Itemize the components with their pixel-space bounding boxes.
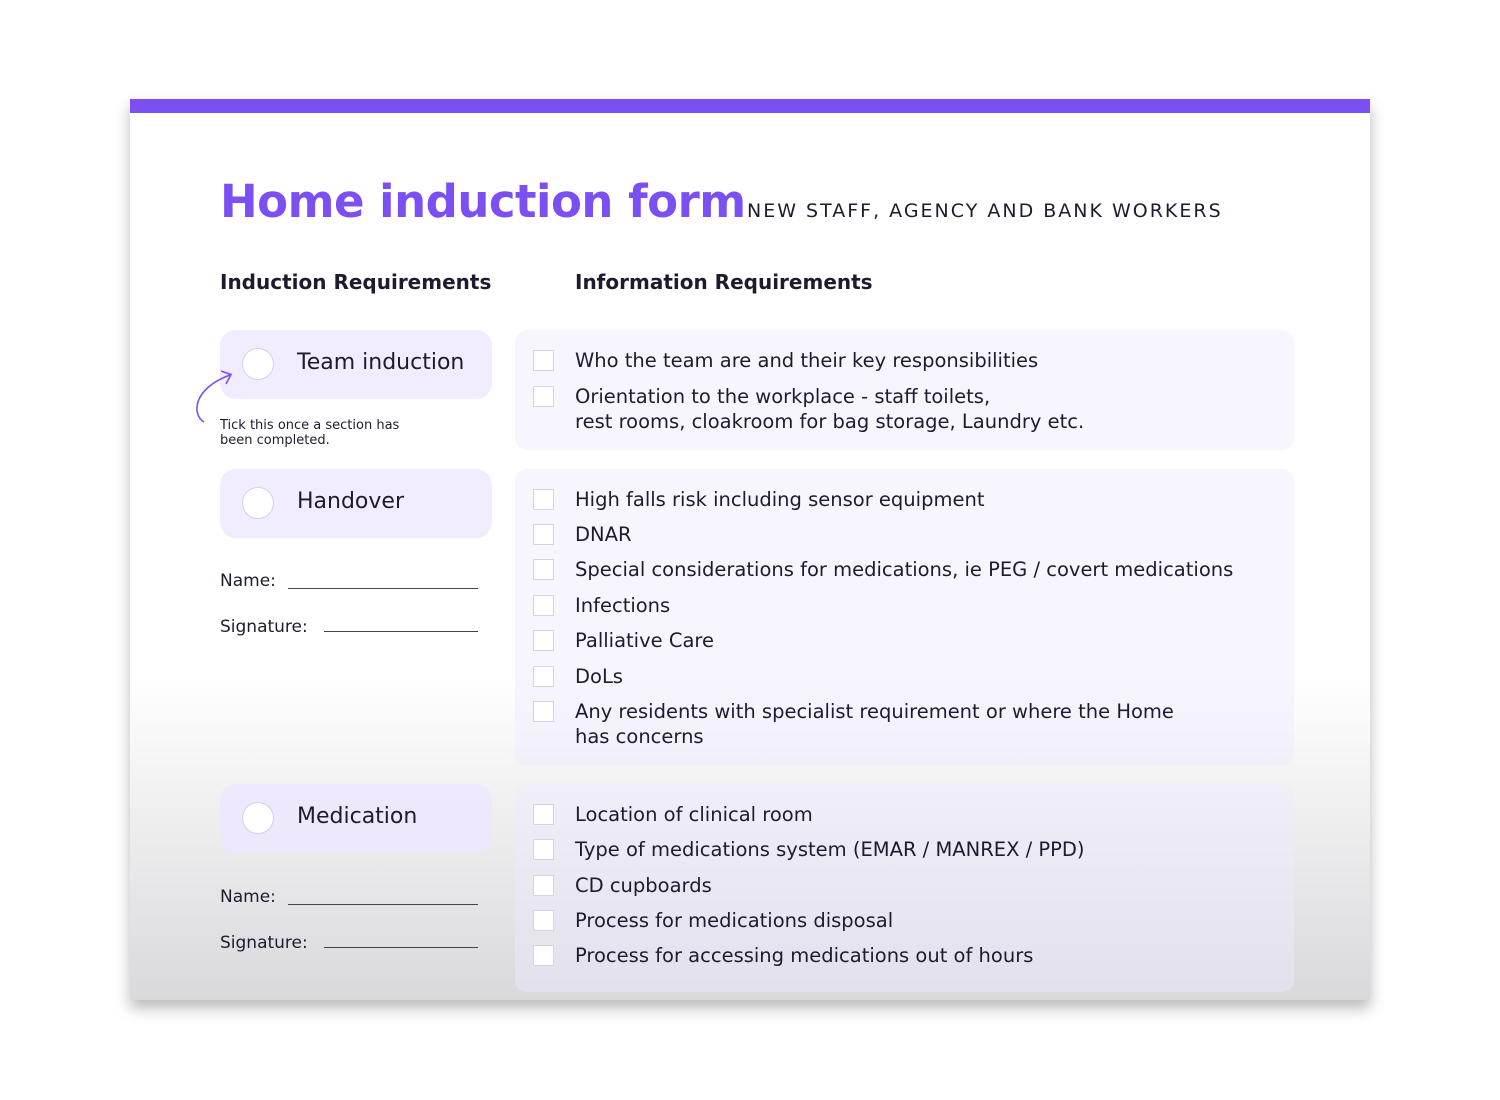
checkbox[interactable]	[533, 839, 554, 860]
checklist-item-text: Palliative Care	[575, 629, 714, 652]
checklist-item-line: rest rooms, cloakroom for bag storage, Laundry etc.	[575, 410, 1085, 433]
section-tick-circle[interactable]	[242, 487, 274, 519]
name-label: Name:	[220, 887, 276, 907]
checkbox[interactable]	[533, 701, 554, 722]
information-column-heading: Information Requirements	[575, 270, 873, 294]
checkbox[interactable]	[533, 524, 554, 545]
checkbox[interactable]	[533, 595, 554, 616]
checklist-item-text: Infections	[575, 594, 671, 617]
checklist-item-line: Orientation to the workplace - staff toilets,	[575, 385, 991, 408]
section-pill-team-induction	[220, 330, 492, 399]
checkbox[interactable]	[533, 559, 554, 580]
name-input-line[interactable]	[288, 588, 478, 589]
checklist-item-text: CD cupboards	[575, 874, 712, 897]
name-input-line[interactable]	[288, 904, 478, 905]
signature-label: Signature:	[220, 933, 308, 953]
checklist-item-line: Any residents with specialist requirement or where the Home	[575, 700, 1174, 723]
tick-hint	[220, 418, 399, 448]
checkbox[interactable]	[533, 945, 554, 966]
section-tick-circle[interactable]	[242, 348, 274, 380]
checkbox[interactable]	[533, 804, 554, 825]
signature-input-line[interactable]	[324, 947, 478, 948]
tick-hint-line: Tick this once a section has	[220, 418, 400, 433]
section-pill-handover	[220, 469, 492, 538]
checklist-item-text: Type of medications system (EMAR / MANREX / PPD)	[575, 838, 1085, 861]
form-sheet	[130, 99, 1370, 1000]
checklist-item-text: DoLs	[575, 665, 623, 688]
form-title: Home induction form	[220, 175, 746, 228]
checklist-item-text: Special considerations for medications, ie PEG / covert medications	[575, 558, 1234, 581]
accent-bar	[130, 99, 1370, 113]
checkbox[interactable]	[533, 910, 554, 931]
section-label: Team induction	[297, 350, 465, 375]
section-tick-circle[interactable]	[242, 802, 274, 834]
checklist-item-text: High falls risk including sensor equipment	[575, 488, 985, 511]
checkbox[interactable]	[533, 489, 554, 510]
signature-label: Signature:	[220, 617, 308, 637]
checkbox[interactable]	[533, 630, 554, 651]
checklist-item-text: Location of clinical room	[575, 803, 813, 826]
checkbox[interactable]	[533, 350, 554, 371]
checklist-item-text	[575, 699, 1174, 749]
section-label: Medication	[297, 804, 418, 829]
tick-hint-line: been completed.	[220, 433, 330, 448]
checklist-panel-medication	[515, 784, 1294, 992]
checkbox[interactable]	[533, 875, 554, 896]
form-subtitle: NEW STAFF, AGENCY AND BANK WORKERS	[747, 200, 1223, 222]
checklist-item-line: has concerns	[575, 725, 704, 748]
checklist-item-text: Process for accessing medications out of hours	[575, 944, 1034, 967]
checklist-item-text	[575, 384, 1084, 434]
signature-input-line[interactable]	[324, 631, 478, 632]
checklist-item-text: Who the team are and their key responsibilities	[575, 349, 1039, 372]
checklist-panel-handover	[515, 469, 1294, 766]
checkbox[interactable]	[533, 666, 554, 687]
checklist-panel-team-induction	[515, 330, 1294, 450]
name-label: Name:	[220, 571, 276, 591]
checkbox[interactable]	[533, 386, 554, 407]
section-pill-medication	[220, 784, 492, 853]
checklist-item-text: DNAR	[575, 523, 632, 546]
section-label: Handover	[297, 489, 404, 514]
induction-column-heading: Induction Requirements	[220, 270, 492, 294]
checklist-item-text: Process for medications disposal	[575, 909, 894, 932]
